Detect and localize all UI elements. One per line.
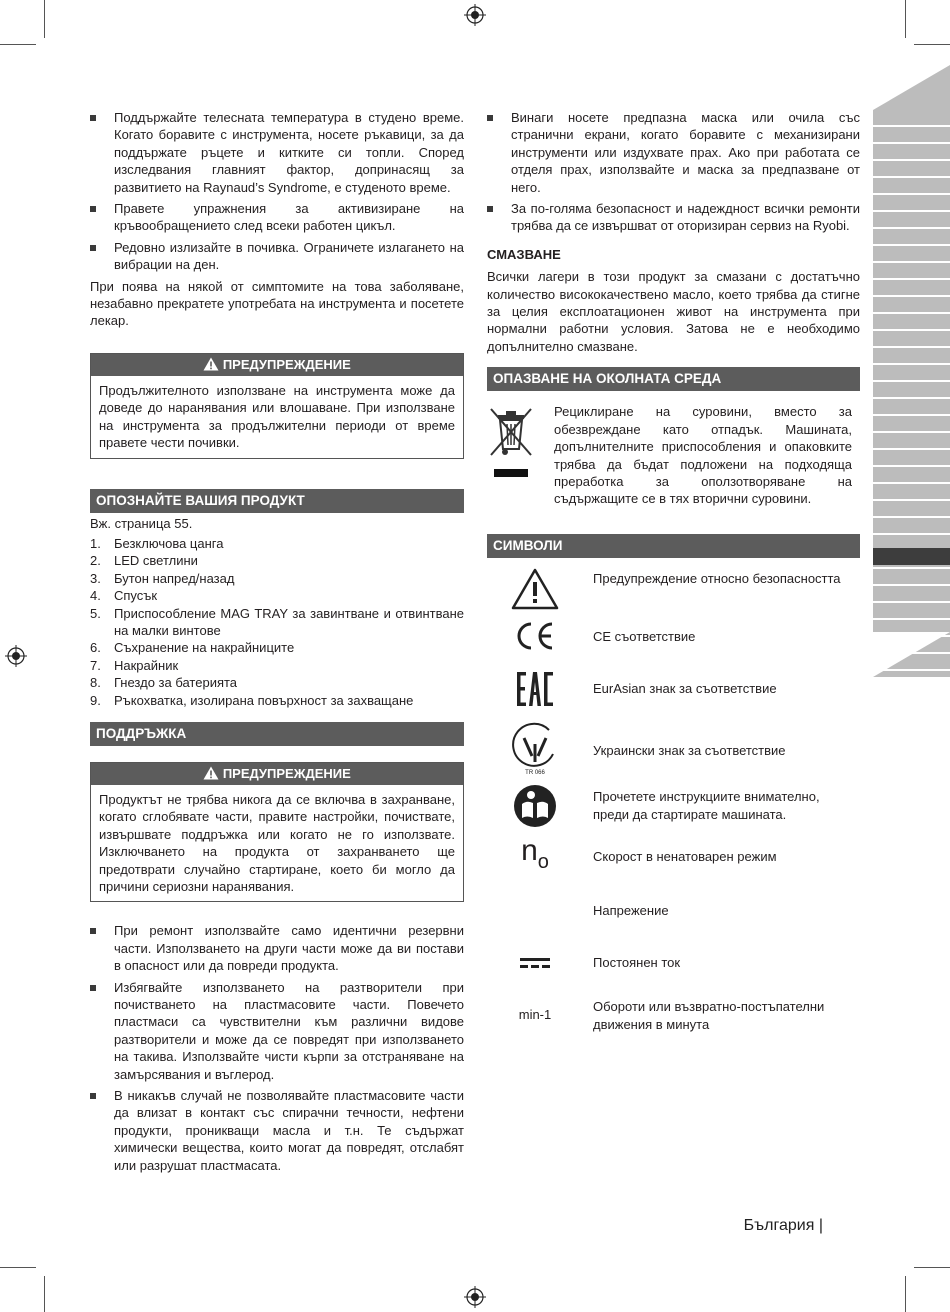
list-item: 3. Бутон напред/назад <box>90 570 235 586</box>
warning-title: ПРЕДУПРЕЖДЕНИЕ <box>222 356 351 372</box>
crop-mark <box>905 1276 906 1312</box>
symbol-row <box>487 620 859 660</box>
symbol-description: EurAsian знак за съответствие <box>593 681 777 697</box>
list-item: Винаги носете предпазна маска или очила със странични екрани, когато боравите с механизирани инструменти или издухвате прах. Ако при работата се отделя прах, използвайте и маска за предпазване от него. <box>487 109 860 196</box>
tab-stack <box>873 110 950 677</box>
warning-box <box>90 762 464 902</box>
see-page-reference: Вж. страница 55. <box>90 515 193 531</box>
language-tabs <box>873 65 950 677</box>
list-item: 1. Безключова цанга <box>90 535 224 551</box>
list-item: Поддържайте телесната температура в студено време. Когато боравите с инструмента, носете ръкавици, за да поддържате ръцете и китките си топли. Според изследвания главният фактор, допринасящ за развитието на Raynaud’s Syndrome, е студеното време. <box>90 109 464 196</box>
list-item: 7. Накрайник <box>90 657 179 673</box>
tab-strip-top-bevel <box>873 65 950 110</box>
warning-header <box>91 763 463 785</box>
list-item: Избягвайте използването на разтворители при почистването на пластмасовите части. Повечето пластмаси са чувствителни към различни видове разтворители и може да се повредят при използването на такива. Използвайте чисти кърпи за отстраняване на замърсявания и въглерод. <box>90 979 464 1083</box>
symbol-row <box>487 946 859 986</box>
symbol-row <box>487 834 859 884</box>
left-column <box>90 109 464 1178</box>
symbol-row <box>487 784 859 834</box>
list-item: 6. Съхранение на накрайниците <box>90 640 295 656</box>
list-item: Редовно излизайте в почивка. Ограничете излагането на вибрации на ден. <box>90 239 464 274</box>
maintenance-bullet-list <box>90 922 464 1174</box>
warning-triangle-icon <box>203 357 219 371</box>
list-item: При ремонт използвайте само идентични резервни части. Използването на други части може да ви постави в опасност или да повреди продукта. <box>90 922 464 974</box>
registration-mark-icon <box>464 1286 486 1308</box>
symbol-description: Обороти или възвратно-постъпателни движения в минута <box>593 999 825 1032</box>
crop-mark <box>914 44 950 45</box>
list-item: Правете упражнения за активизиране на кръвообращението след всеки работен цикъл. <box>90 200 464 235</box>
lubrication-body: Всички лагери в този продукт за смазани с достатъчно количество висококачествено масло, което трябва да стигне за целия експлоатационен живот на инструмента при нормални работни условия. Затова не е необходимо допълнително смазване. <box>487 269 860 354</box>
tab-strip-bottom-bevel <box>873 632 950 677</box>
list-item: 9. Ръкохватка, изолирана повърхност за захващане <box>90 692 414 708</box>
warning-triangle-icon <box>203 766 219 780</box>
list-item: За по-голяма безопасност и надеждност всички ремонти трябва да се извършват от оторизиран сервиз на Ryobi. <box>487 200 860 235</box>
svg-text:TR 066: TR 066 <box>525 770 545 777</box>
symbol-description: Напрежение <box>593 903 669 919</box>
read-manual-icon <box>513 784 557 828</box>
symbol-description: Предупреждение относно безопасността <box>593 571 841 587</box>
rpm-icon: min-1 <box>518 1007 552 1023</box>
list-item: В никакъв случай не позволявайте пластмасовите части да влизат в контакт със спирачни течности, нефтени продукти, проникващи масла и т.н. Те съдържат химически вещества, които могат да повредят, отслабят или разрушат пластмасата. <box>90 1087 464 1174</box>
crop-mark <box>0 1267 36 1268</box>
right-column <box>487 109 860 1068</box>
direct-current-icon <box>520 957 550 969</box>
symbol-description: Скорост в ненатоварен режим <box>593 849 777 865</box>
environment-block <box>487 403 860 531</box>
warning-body: Продуктът не трябва никога да се включва в захранване, когато сглобявате части, правите настройки, почиствате, извършвате поддръжка или когато не го използвате. Изключването на продукта от захранването ще предотврати случайно стартиране, което би могло да причини сериозни наранявания. <box>99 791 455 894</box>
symbol-row <box>487 894 859 934</box>
symbol-row <box>487 568 859 618</box>
right-bullet-list <box>487 109 860 235</box>
warning-body: Продължителното използване на инструмента може да доведе до наранявания или влошаване. При използване на инструмента за продължителни периоди от време правете чести почивки. <box>99 382 455 451</box>
section-heading-symbols: СИМВОЛИ <box>487 534 860 558</box>
tab-active-language[interactable] <box>873 548 950 565</box>
eac-mark-icon <box>516 670 554 708</box>
section-heading-maintenance: ПОДДРЪЖКА <box>90 722 464 746</box>
symbol-row <box>487 720 859 780</box>
section-heading-product: ОПОЗНАЙТЕ ВАШИЯ ПРОДУКТ <box>90 489 464 513</box>
registration-mark-icon <box>5 645 27 667</box>
product-parts-list <box>90 535 464 709</box>
symbols-table <box>487 568 860 1068</box>
crop-mark <box>914 1267 950 1268</box>
symbol-row <box>487 670 859 714</box>
intro-paragraph: При поява на някой от симптомите на това заболяване, незабавно прекратете употребата на инструмента и посетете лекар. <box>90 278 464 329</box>
symbol-description: Украински знак за съответствие <box>593 743 786 759</box>
environment-body: Рециклиране на суровини, вместо за обезвреждане като отпадък. Машината, допълнителните приспособления и опаковките трябва да бъдат подложени на подходяща преработка за оползотворяване на съдържащите се в тях вторични суровини. <box>554 404 852 507</box>
warning-title: ПРЕДУПРЕЖДЕНИЕ <box>222 765 351 781</box>
intro-bullet-list <box>90 109 464 274</box>
crop-mark <box>44 1276 45 1312</box>
section-heading-lubrication: СМАЗВАНЕ <box>487 246 561 262</box>
warning-header <box>91 354 463 376</box>
symbol-description: Постоянен ток <box>593 955 681 971</box>
list-item: 2. LED светлини <box>90 553 198 569</box>
warning-triangle-icon <box>511 568 559 610</box>
ukraine-mark-icon <box>509 720 561 776</box>
ce-mark-icon <box>514 620 556 652</box>
registration-mark-icon <box>464 4 486 26</box>
crop-mark <box>0 44 36 45</box>
symbol-description: CE съответствие <box>593 629 696 645</box>
list-item: 4. Спусък <box>90 588 158 604</box>
list-item: 5. Приспособление MAG TRAY за завинтване и отвинтване на малки винтове <box>90 605 464 638</box>
list-item: 8. Гнездо за батерията <box>90 675 238 691</box>
symbol-row <box>487 990 859 1034</box>
warning-box <box>90 353 464 459</box>
crop-mark <box>905 0 906 38</box>
symbol-description: Прочетете инструкциите внимателно, преди да стартирате машината. <box>593 789 820 822</box>
crossed-bin-icon <box>489 405 533 481</box>
page-footer-language: България | <box>743 1217 823 1234</box>
crop-mark <box>44 0 45 38</box>
no-load-speed-icon: $n_o$ <box>521 834 549 874</box>
section-heading-environment: ОПАЗВАНЕ НА ОКОЛНАТА СРЕДА <box>487 367 860 391</box>
